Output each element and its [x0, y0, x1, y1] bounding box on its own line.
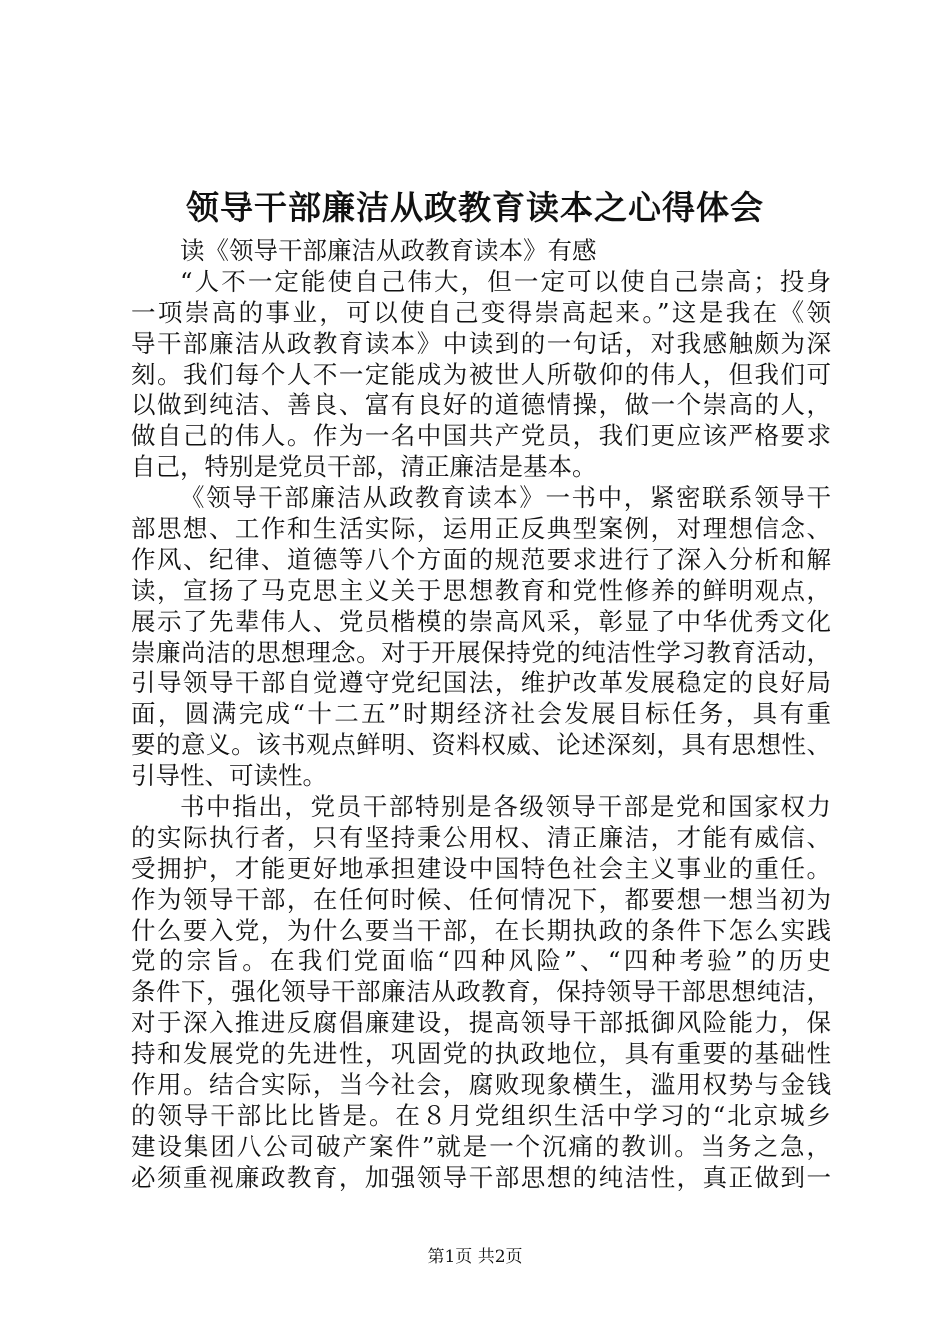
- paragraph-line: 引导性、可读性。: [131, 761, 327, 791]
- paragraph-line: 自己，特别是党员干部，清正廉洁是基本。: [131, 452, 597, 482]
- paragraph-line: 什么要入党，为什么要当干部，在长期执政的条件下怎么实践: [131, 915, 831, 945]
- paragraph-line: 导干部廉洁从政教育读本》中读到的一句话，对我感触颇为深: [131, 328, 831, 358]
- paragraph-line: 面，圆满完成“十二五”时期经济社会发展目标任务，具有重: [131, 699, 831, 729]
- paragraph-line: 展示了先辈伟人、党员楷模的崇高风采，彰显了中华优秀文化: [131, 606, 831, 636]
- paragraph-line: 要的意义。该书观点鲜明、资料权威、论述深刻，具有思想性、: [131, 730, 831, 760]
- paragraph-line: 的领导干部比比皆是。在８月党组织生活中学习的“北京城乡: [131, 1100, 831, 1130]
- paragraph-line: 条件下，强化领导干部廉洁从政教育，保持领导干部思想纯洁，: [131, 977, 831, 1007]
- document-body: [131, 236, 831, 1194]
- paragraph-line: 部思想、工作和生活实际，运用正反典型案例，对理想信念、: [131, 514, 831, 544]
- paragraph-line: 作用。结合实际，当今社会，腐败现象横生，滥用权势与金钱: [131, 1070, 831, 1100]
- paragraph-line: “人不一定能使自己伟大，但一定可以使自己崇高；投身: [180, 266, 831, 296]
- paragraph-line: 党的宗旨。在我们党面临“四种风险”、“四种考验”的历史: [131, 946, 831, 976]
- paragraph-line: 做自己的伟人。作为一名中国共产党员，我们更应该严格要求: [131, 421, 831, 451]
- paragraph-line: 作为领导干部，在任何时候、任何情况下，都要想一想当初为: [131, 884, 831, 914]
- paragraph-line: 一项崇高的事业，可以使自己变得崇高起来。”这是我在《领: [131, 297, 831, 327]
- paragraph-line: 以做到纯洁、善良、富有良好的道德情操，做一个崇高的人，: [131, 390, 831, 420]
- paragraph-line: 建设集团八公司破产案件”就是一个沉痛的教训。当务之急，: [131, 1131, 831, 1161]
- paragraph-line: 引导领导干部自觉遵守党纪国法，维护改革发展稳定的良好局: [131, 668, 831, 698]
- paragraph-line: 《领导干部廉洁从政教育读本》一书中，紧密联系领导干: [180, 483, 831, 513]
- paragraph-line: 作风、纪律、道德等八个方面的规范要求进行了深入分析和解: [131, 544, 831, 574]
- paragraph-line: 书中指出，党员干部特别是各级领导干部是党和国家权力: [180, 792, 831, 822]
- paragraph-line: 崇廉尚洁的思想理念。对于开展保持党的纯洁性学习教育活动，: [131, 637, 831, 667]
- paragraph-line: 刻。我们每个人不一定能成为被世人所敬仰的伟人，但我们可: [131, 359, 831, 389]
- paragraph-line: 必须重视廉政教育，加强领导干部思想的纯洁性，真正做到一: [131, 1162, 831, 1192]
- paragraph-line: 读，宣扬了马克思主义关于思想教育和党性修养的鲜明观点，: [131, 575, 831, 605]
- paragraph-line: 的实际执行者，只有坚持秉公用权、清正廉洁，才能有威信、: [131, 822, 831, 852]
- paragraph-line: 受拥护，才能更好地承担建设中国特色社会主义事业的重任。: [131, 853, 831, 883]
- subtitle-line: 读《领导干部廉洁从政教育读本》有感: [180, 236, 597, 265]
- document-title: 领导干部廉洁从政教育读本之心得体会: [186, 188, 764, 227]
- paragraph-line: 持和发展党的先进性，巩固党的执政地位，具有重要的基础性: [131, 1039, 831, 1069]
- page-number-footer: 第1页 共2页: [427, 1247, 523, 1267]
- paragraph-line: 对于深入推进反腐倡廉建设，提高领导干部抵御风险能力，保: [131, 1008, 831, 1038]
